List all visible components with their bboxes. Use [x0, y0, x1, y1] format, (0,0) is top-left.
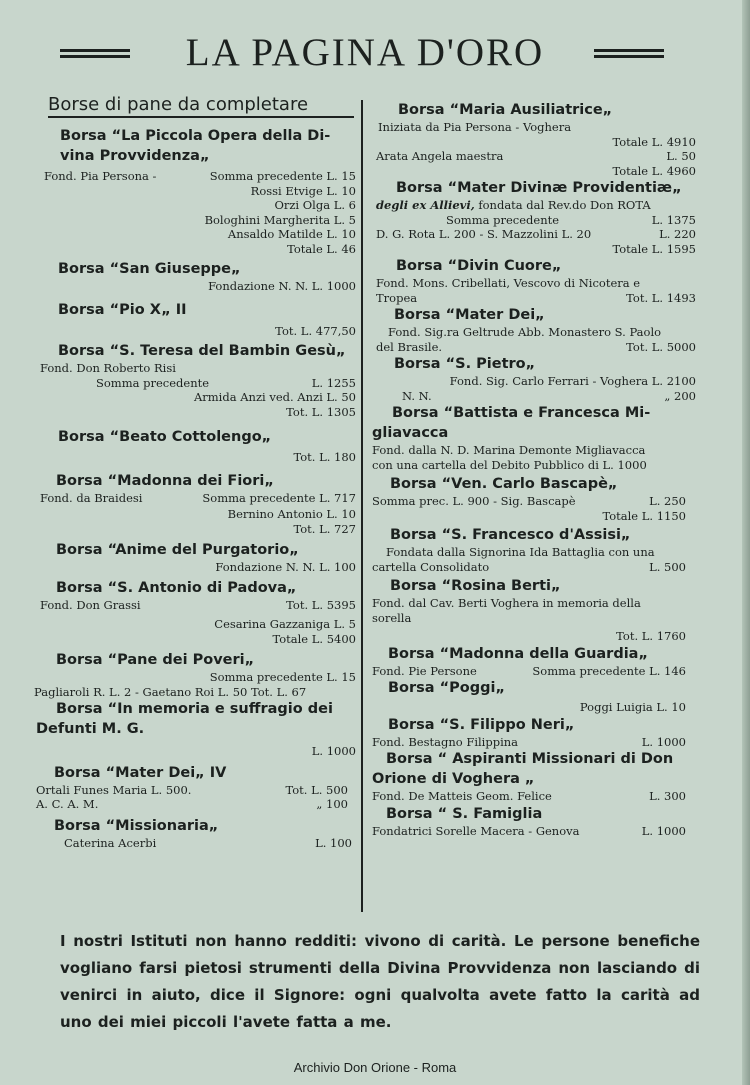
entry-title: Borsa “Mater Dei„ [394, 307, 545, 323]
right-column [372, 100, 696, 838]
borsa-mater-dei [372, 305, 696, 354]
borsa-madonna-fiori [36, 471, 356, 537]
page-edge [742, 0, 750, 1085]
entry-fond: Fond. Don Grassi [40, 597, 141, 612]
entry-donor: Somma prec. L. 900 - Sig. Bascapè [372, 494, 576, 508]
entry-donor-text: A. C. A. M. [36, 797, 99, 811]
entry-donor: Fond. Pie Persone [372, 663, 477, 678]
entry-total: Tot. L. 1760 [616, 629, 686, 643]
entry-donor: Arata Angela maestra [376, 149, 504, 163]
entry-donor: Fondatrici Sorelle Macera - Genova [372, 823, 580, 838]
borsa-ausiliatrice [372, 100, 696, 178]
header-rule-right [594, 49, 664, 61]
entry-line: Bologhini Margherita L. 5 [204, 212, 356, 227]
entry-donor: N. N. [402, 388, 432, 403]
entry-title: Borsa “Pio X„ II [58, 301, 187, 318]
entry-prev-label: Somma precedente [96, 375, 210, 390]
entry-title: Borsa “S. Francesco d'Assisi„ [390, 527, 631, 543]
entry-tot: Tot. L. 5395 [286, 597, 356, 612]
entry-sub: Iniziata da Pia Persona - Voghera [378, 120, 572, 134]
entry-line: Fondazione N. N. L. 100 [215, 560, 356, 574]
entry-title: Borsa “Madonna della Guardia„ [388, 645, 649, 662]
entry-line: Cesarina Gazzaniga L. 5 [214, 617, 356, 631]
entry-line: Fondata dalla Signorina Ida Battaglia con una [386, 545, 655, 559]
entry-amount: L. 1000 [641, 823, 686, 838]
archive-caption: Archivio Don Orione - Roma [293, 1060, 457, 1075]
borsa-defunti [36, 699, 356, 759]
entry-line: Orzi Olga L. 6 [274, 198, 356, 212]
borsa-madonna-guardia [372, 644, 696, 679]
header [0, 30, 750, 80]
entry-amount: „ 200 [664, 388, 696, 403]
entry-prev-value: L. 1255 [311, 375, 356, 390]
borsa-pio-x [36, 300, 356, 339]
borsa-migliavacca [372, 403, 696, 472]
entry-prev: Somma precedente L. 717 [202, 490, 356, 505]
entry-donor: Tropea [376, 290, 418, 305]
borsa-missionaria [36, 816, 356, 851]
borsa-mater-dei-iv [36, 763, 356, 812]
entry-line: Fond. Mons. Cribellati, Vescovo di Nicotera e [376, 276, 641, 290]
entry-line: Fond. dalla N. D. Marina Demonte Migliavacca [372, 443, 646, 457]
entry-total: Totale L. 4910 [612, 134, 696, 149]
entry-line: Pagliaroli R. L. 2 - Gaetano Roi L. 50 Tot. L. 67 [34, 684, 307, 699]
borsa-antonio [36, 578, 356, 647]
entry-fond: Fond. Pia Persona - [44, 169, 157, 183]
borsa-bascape [372, 474, 696, 523]
entry-title: Borsa “Maria Ausiliatrice„ [398, 102, 613, 118]
entry-line [372, 149, 696, 164]
entry-amount: „ 100 [316, 797, 348, 811]
entry-line: Rossi Etvige L. 10 [250, 183, 356, 198]
entry-line: Bernino Antonio L. 10 [227, 507, 356, 521]
entry-title: Borsa “Madonna dei Fiori„ [56, 472, 274, 489]
entry-line: Poggi Luigia L. 10 [579, 700, 686, 714]
borsa-rosina-berti [372, 576, 696, 644]
borsa-pane-poveri [36, 650, 356, 699]
entry-fond: Fond. da Braidesi [40, 490, 143, 505]
entry-line: Fondazione N. N. L. 1000 [208, 279, 356, 293]
entry-line: Somma precedente L. 15 [209, 670, 356, 684]
entry-title-cont: vina Provvidenza„ [60, 148, 210, 164]
entry-title: Borsa “S. Filippo Neri„ [388, 716, 575, 733]
entry-line: Fond. Sig.ra Geltrude Abb. Monastero S. Paolo [388, 325, 662, 339]
entry-title-cont: Defunti M. G. [36, 721, 145, 737]
entry-donor: Fond. Bestagno Filippina [372, 734, 519, 749]
entry-line: Fond. Sig. Carlo Ferrari - Voghera L. 2100 [449, 374, 696, 388]
entry-line [372, 560, 696, 575]
borsa-purgatorio [36, 540, 356, 575]
entry-line [372, 789, 696, 804]
entry-total: Tot. L. 180 [293, 450, 356, 464]
borsa-teresa [36, 341, 356, 419]
entry-total: Totale L. 1150 [602, 508, 686, 523]
entry-line [372, 494, 696, 509]
entry-title: Borsa “Mater Dei„ IV [54, 764, 227, 781]
entry-donor [36, 797, 98, 812]
entry-line: con una cartella del Debito Pubblico di L. 1000 [372, 457, 647, 472]
entry-line: L. 1000 [311, 744, 356, 758]
entry-line [36, 797, 356, 812]
borsa-aspiranti [372, 749, 696, 804]
entry-total: Totale L. 1595 [612, 241, 696, 256]
entry-line [372, 291, 696, 306]
entry-title: Borsa “ Aspiranti Missionari di Don [386, 751, 674, 767]
entry-line [36, 783, 356, 798]
entry-sub-rest: fondata dal Rev.do Don ROTA [478, 198, 651, 212]
entry-amount: L. 50 [666, 149, 696, 163]
entry-amount: Tot. L. 1493 [626, 290, 696, 305]
entry-title: Borsa “Anime del Purgatorio„ [56, 542, 299, 558]
entry-total: Tot. L. 1305 [286, 404, 356, 419]
entry-donor: Caterina Acerbi [64, 835, 157, 850]
borsa-san-pietro [372, 354, 696, 403]
entry-line: Fond. dal Cav. Berti Voghera in memoria della [372, 596, 641, 610]
entry-title: Borsa “Missionaria„ [54, 817, 219, 834]
borsa-piccola-opera [36, 126, 356, 256]
entry-title: Borsa “Pane dei Poveri„ [56, 652, 255, 668]
entry-fond: Fond. Don Roberto Risi [40, 361, 176, 375]
entry-title-cont: Orione di Voghera „ [372, 771, 535, 787]
entry-title: Borsa “Divin Cuore„ [396, 258, 562, 274]
entry-amount: Tot. L. 5000 [626, 339, 696, 354]
appeal-paragraph: I nostri Istituti non hanno redditi: vivono di carità. Le persone benefiche vogliano farsi pietosi strumenti della Divina Provvidenza non lasciando di venirci in aiuto, dice il Signore: ogni qualvolta avete fatto la carità ad uno dei miei piccoli l'avete fatta a me. [60, 932, 700, 1031]
entry-line [372, 824, 696, 839]
entry-title: Borsa “S. Antonio di Padova„ [56, 579, 297, 596]
entry-line: Armida Anzi ved. Anzi L. 50 [193, 390, 356, 404]
entry-amount: L. 500 [649, 559, 686, 574]
entry-donor: Ortali Funes Maria L. 500. [36, 782, 192, 797]
page-title: LA PAGINA D'ORO [185, 31, 545, 74]
entry-prev-value: L. 1375 [651, 212, 696, 227]
borsa-divin-cuore [372, 256, 696, 305]
entry-amount: L. 220 [659, 227, 696, 241]
entry-line [36, 836, 356, 851]
entry-line [372, 213, 696, 228]
borsa-filippo-neri [372, 715, 696, 750]
entry-amount: Tot. L. 500 [285, 782, 348, 797]
entry-title: Borsa “S. Pietro„ [394, 356, 536, 372]
entry-line [36, 598, 356, 613]
entry-line [36, 491, 356, 506]
entry-amount: L. 250 [649, 494, 686, 508]
entry-donor: cartella Consolidato [372, 559, 490, 574]
entry-title: Borsa “Ven. Carlo Bascapè„ [390, 476, 618, 492]
entry-amount: L. 100 [315, 835, 352, 850]
entry-line [372, 735, 696, 750]
entry-title: Borsa “La Piccola Opera della Di- [60, 128, 331, 144]
entry-prev-label: Somma precedente [446, 212, 560, 227]
header-rule-left [60, 49, 130, 61]
entry-amount: L. 1000 [641, 734, 686, 749]
entry-total: Totale L. 46 [287, 241, 356, 256]
entry-title: Borsa “Beato Cottolengo„ [58, 429, 272, 445]
entry-line [372, 227, 696, 242]
entry-total: Totale L. 5400 [272, 631, 356, 646]
borsa-san-giuseppe [36, 259, 356, 294]
entry-line: sorella [372, 610, 412, 625]
entry-title-cont: gliavacca [372, 425, 449, 441]
entry-title: Borsa “Rosina Berti„ [390, 578, 561, 594]
entry-line: Ansaldo Matilde L. 10 [227, 227, 356, 241]
entry-line [372, 389, 696, 404]
column-divider [361, 100, 363, 912]
entry-sub-italic: degli ex Allievi, [376, 198, 475, 212]
entry-amount: L. 300 [649, 789, 686, 803]
entry-donor: D. G. Rota L. 200 - S. Mazzolini L. 20 [376, 227, 592, 241]
entry-title: Borsa “Mater Divinæ Providentiæ„ [396, 180, 682, 196]
left-column [36, 94, 356, 850]
entry-title: Borsa “ S. Famiglia [386, 805, 543, 822]
borsa-mater-divinae [372, 178, 696, 256]
entry-amount: Somma precedente L. 146 [532, 663, 686, 678]
entry-title: Borsa “San Giuseppe„ [58, 261, 241, 277]
borsa-sacra-famiglia [372, 804, 696, 839]
entry-title: Borsa “In memoria e suffragio dei [56, 701, 333, 717]
entry-line [372, 340, 696, 355]
borsa-cottolengo [36, 427, 356, 465]
entry-total: Tot. L. 477,50 [275, 323, 356, 338]
borsa-poggi [372, 678, 696, 715]
entry-sub [372, 198, 696, 213]
entry-total: Totale L. 4960 [612, 163, 696, 178]
entry-prev: Somma precedente L. 15 [209, 169, 356, 183]
borsa-assisi [372, 525, 696, 574]
entry-title: Borsa “Poggi„ [388, 680, 506, 696]
entry-donor: del Brasile. [376, 339, 443, 354]
entry-line [372, 664, 696, 679]
entry-total: Tot. L. 727 [293, 521, 356, 536]
section-title: Borse di pane da completare [48, 94, 354, 118]
entry-line [36, 376, 356, 391]
entry-line [36, 169, 356, 184]
entry-title: Borsa “Battista e Francesca Mi- [392, 405, 651, 421]
entry-donor: Fond. De Matteis Geom. Felice [372, 789, 552, 803]
entry-title: Borsa “S. Teresa del Bambin Gesù„ [58, 343, 346, 359]
